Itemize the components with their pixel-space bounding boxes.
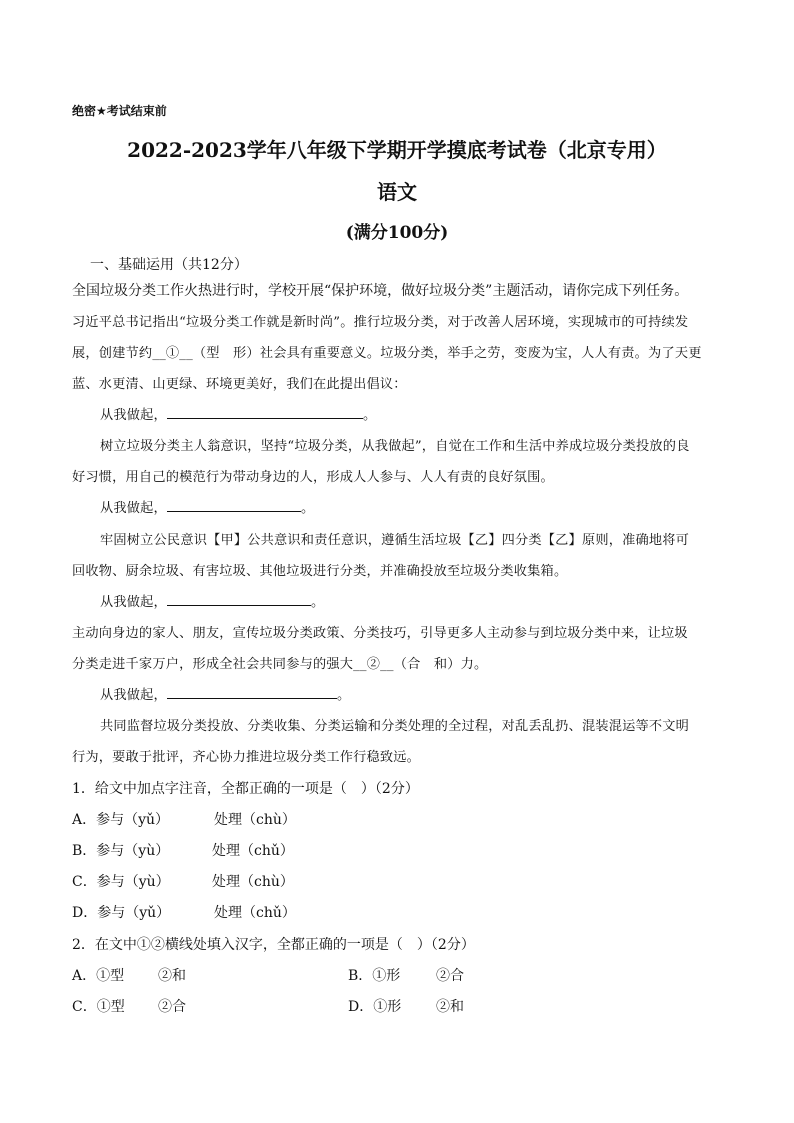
option-key: C．参与（yù） bbox=[72, 874, 170, 890]
proposal-end: 。 bbox=[300, 501, 315, 516]
passage-line: 共同监督垃圾分类投放、分类收集、分类运输和分类处理的全过程，对乱丢乱扔、混装混运等不文明 bbox=[100, 719, 690, 734]
option-key: C．①型 bbox=[72, 999, 125, 1015]
exam-title: 2022-2023学年八年级下学期开学摸底考试卷（北京专用） bbox=[127, 138, 667, 162]
option-key: B．①形 bbox=[348, 968, 401, 984]
option-value: ②合 bbox=[436, 968, 464, 984]
option-value: 处理（chǔ） bbox=[212, 843, 294, 859]
question-2-option-a[interactable] bbox=[72, 965, 186, 985]
question-2-option-b[interactable] bbox=[348, 965, 464, 985]
proposal-lead: 从我做起， bbox=[100, 595, 167, 610]
option-key: B．参与（yù） bbox=[72, 843, 170, 859]
proposal-end: 。 bbox=[362, 408, 377, 423]
passage-line: 蓝、水更清、山更绿、环境更美好，我们在此提出倡议： bbox=[72, 377, 407, 392]
proposal-lead: 从我做起， bbox=[100, 408, 167, 423]
option-value: 处理（chù） bbox=[214, 812, 296, 828]
option-value: 处理（chù） bbox=[212, 874, 294, 890]
passage-line: 分类走进千家万户，形成全社会共同参与的强大__②__（合 和）力。 bbox=[72, 657, 488, 672]
option-key: A．①型 bbox=[72, 968, 125, 984]
option-key: A．参与（yǔ） bbox=[72, 812, 170, 828]
passage-line: 主动向身边的家人、朋友，宣传垃圾分类政策、分类技巧，引导更多人主动参与到垃圾分类中来，让垃圾 bbox=[72, 626, 688, 641]
answer-blank[interactable] bbox=[167, 499, 301, 512]
proposal-end: 。 bbox=[310, 595, 325, 610]
question-1-option-a[interactable] bbox=[72, 809, 296, 829]
question-2-option-c[interactable] bbox=[72, 996, 186, 1016]
passage-line: 行为，要敢于批评，齐心协力推进垃圾分类工作行稳致远。 bbox=[72, 750, 421, 765]
option-value: ②合 bbox=[158, 999, 186, 1015]
score-note: (满分100分) bbox=[345, 223, 449, 243]
passage-line: 回收物、厨余垃圾、有害垃圾、其他垃圾进行分类，并准确投放至垃圾分类收集箱。 bbox=[72, 564, 568, 579]
option-value: ②和 bbox=[158, 968, 186, 984]
proposal-lead: 从我做起， bbox=[100, 688, 167, 703]
proposal-lead: 从我做起， bbox=[100, 501, 167, 516]
passage-line: 习近平总书记指出“垃圾分类工作就是新时尚”。推行垃圾分类，对于改善人居环境，实现城市的可持续发 bbox=[72, 315, 689, 330]
intro-text: 全国垃圾分类工作火热进行时，学校开展“保护环境，做好垃圾分类”主题活动，请你完成下列任务。 bbox=[72, 283, 689, 299]
passage-line: 树立垃圾分类主人翁意识，坚持“垃圾分类，从我做起”，自觉在工作和生活中养成垃圾分类投放的良 bbox=[100, 439, 690, 454]
question-2-stem: 2．在文中①②横线处填入汉字，全都正确的一项是（ ）（2分） bbox=[72, 937, 475, 953]
option-key: D．①形 bbox=[348, 999, 402, 1015]
subject-title: 语文 bbox=[377, 180, 417, 204]
question-1-option-d[interactable] bbox=[72, 902, 296, 922]
proposal-line bbox=[100, 684, 350, 703]
proposal-line bbox=[100, 404, 376, 423]
option-value: ②和 bbox=[436, 999, 464, 1015]
passage-line: 牢固树立公民意识【甲】公共意识和责任意识，遵循生活垃圾【乙】四分类【乙】原则，准确地将可 bbox=[100, 533, 690, 548]
passage-line: 好习惯，用自己的模范行为带动身边的人，形成人人参与、人人有责的良好氛围。 bbox=[72, 470, 554, 485]
confidential-label: 绝密★考试结束前 bbox=[72, 104, 167, 118]
answer-blank[interactable] bbox=[167, 593, 311, 606]
option-value: 处理（chǔ） bbox=[214, 905, 296, 921]
section-heading: 一、基础运用（共12分） bbox=[90, 257, 248, 273]
proposal-end: 。 bbox=[336, 688, 351, 703]
answer-blank[interactable] bbox=[167, 406, 363, 419]
question-2-option-d[interactable] bbox=[348, 996, 464, 1016]
answer-blank[interactable] bbox=[167, 686, 337, 699]
question-1-stem: 1．给文中加点字注音，全都正确的一项是（ ）（2分） bbox=[72, 781, 419, 797]
proposal-line bbox=[100, 591, 324, 610]
question-1-option-c[interactable] bbox=[72, 871, 294, 891]
passage-line: 展，创建节约__①__（型 形）社会具有重要意义。垃圾分类，举手之劳，变废为宝，人人有责。为了天更 bbox=[72, 346, 702, 361]
question-1-option-b[interactable] bbox=[72, 840, 294, 860]
option-key: D．参与（yǔ） bbox=[72, 905, 171, 921]
proposal-line bbox=[100, 497, 314, 516]
